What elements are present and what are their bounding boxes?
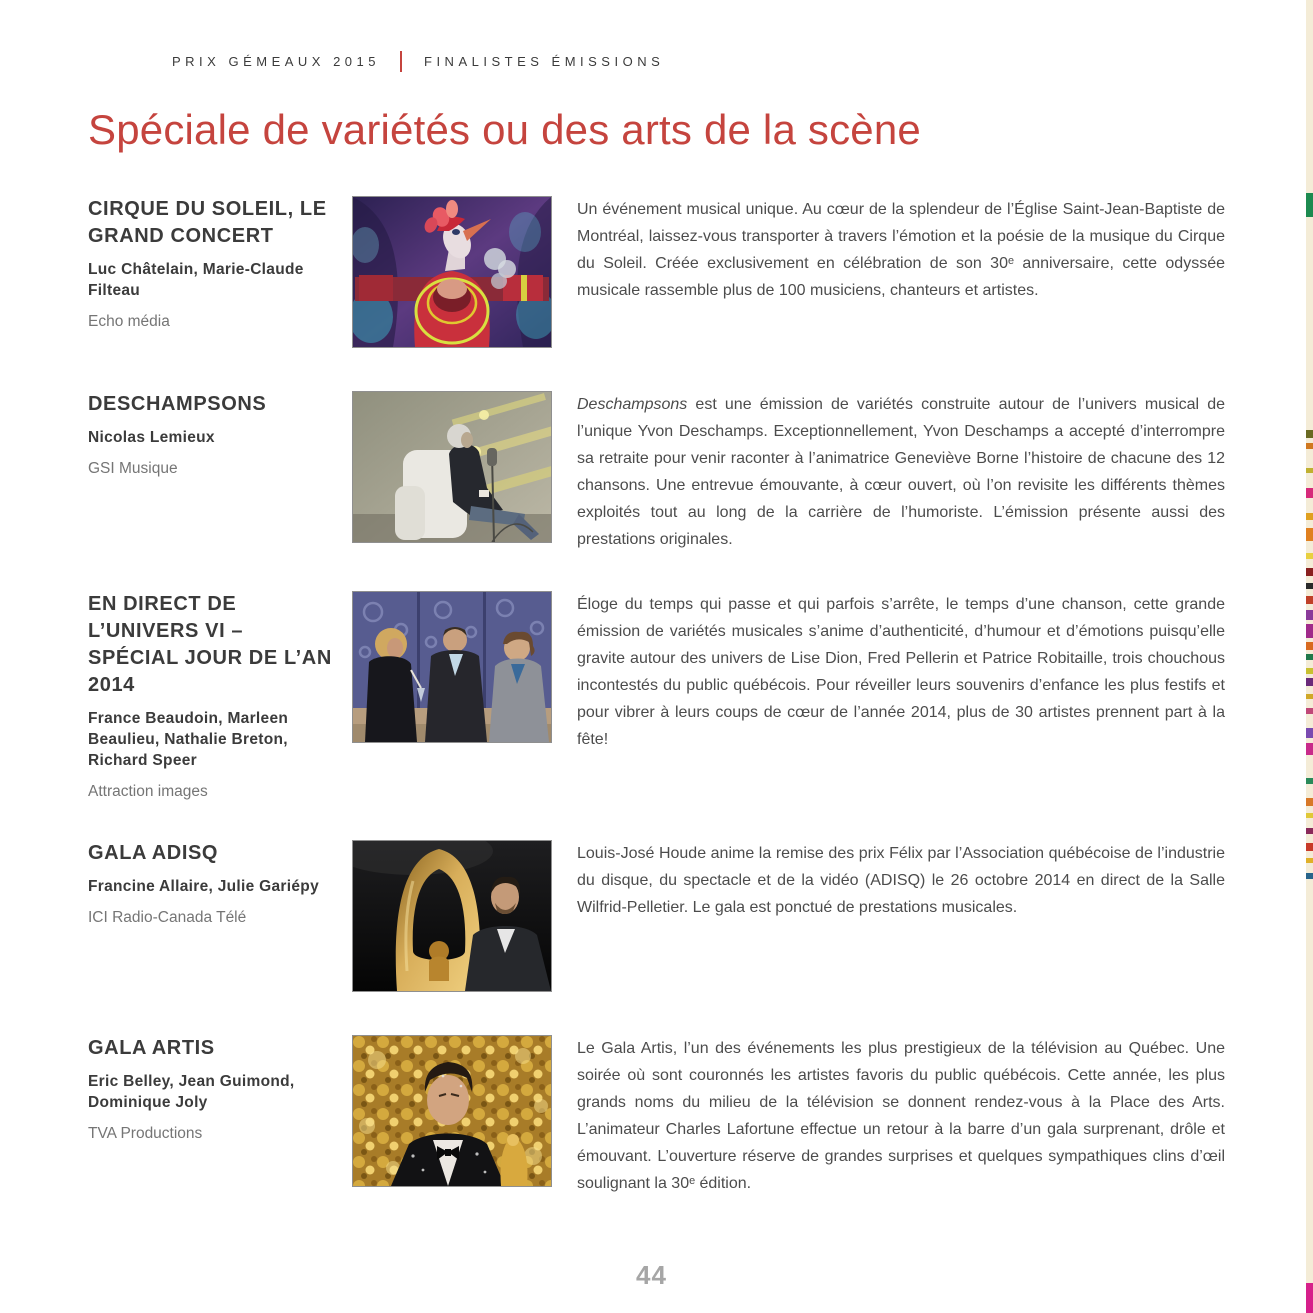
entry-title: DESCHAMPSONS [88, 393, 267, 415]
entry-description: Louis-José Houde anime la remise des prix Félix par l’Association québécoise de l’industrie du disque, du spectacle et de la vidéo (ADISQ) le 26 octobre 2014 en direct de la Salle Wilfrid-Pelletier. Le gala est ponctué de prestations musicales. [577, 845, 1225, 916]
entry-description: Éloge du temps qui passe et qui parfois s’arrête, le temps d’une chanson, cette grande émission de variétés musicales s’anime d’authenticité, d’humour et d’émotions puisqu’elle gravite autour des univers de Lise Dion, Fred Pellerin et Patrice Robitaille, trois chouchous incontestés du public québécois. Pour réveiller leurs souvenirs d’enfance les plus festifs et pour vibrer à leurs coups de cœur de l’année 2014, plus de 30 artistes prennent part à la fête! [577, 596, 1225, 748]
entry-company: Echo média [88, 313, 170, 330]
edge-color-mark [1306, 430, 1313, 438]
edge-color-mark [1306, 596, 1313, 604]
entry-info [88, 840, 352, 928]
edge-color-mark [1306, 1283, 1313, 1313]
edge-color-mark [1306, 488, 1313, 498]
entry-info [88, 591, 352, 802]
edge-color-mark [1306, 528, 1313, 541]
entry-producers: Francine Allaire, Julie Gariépy [88, 878, 319, 895]
entry-info [88, 1035, 352, 1144]
entry-description-lead: Deschampsons [577, 396, 688, 413]
edge-color-mark [1306, 843, 1313, 851]
edge-color-mark [1306, 624, 1313, 638]
photo-gala-artis [352, 1035, 552, 1187]
edge-color-mark [1306, 694, 1313, 699]
page-footer [0, 1260, 1303, 1291]
photo-deschampsons-art [353, 392, 551, 542]
photo-gala-adisq [352, 840, 552, 992]
photo-deschampsons [352, 391, 552, 543]
edge-color-mark [1306, 708, 1313, 714]
edge-color-mark [1306, 778, 1313, 784]
edge-color-mark [1306, 642, 1313, 650]
page-title: Spéciale de variétés ou des arts de la scène [88, 106, 921, 153]
photo-en-direct [352, 591, 552, 743]
header-right-text: FINALISTES ÉMISSIONS [424, 53, 665, 69]
photo-gala-adisq-art [353, 841, 551, 991]
photo-cirque [352, 196, 552, 348]
entry-company: GSI Musique [88, 460, 178, 477]
edge-color-mark [1306, 743, 1313, 755]
entry-producers: Nicolas Lemieux [88, 429, 215, 446]
header-divider [400, 51, 402, 72]
entry-title: CIRQUE DU SOLEIL, LE GRAND CONCERT [88, 198, 327, 247]
running-header [88, 48, 1225, 74]
page-edge-strip [1306, 0, 1313, 1313]
edge-color-mark [1306, 443, 1313, 449]
entry-description: Un événement musical unique. Au cœur de la splendeur de l’Église Saint-Jean-Baptiste de Montréal, laissez-vous transporter à travers l’émotion et la poésie de la musique du Cirque du Soleil. Créée exclusivement en célébration de son 30ᵉ anniversaire, cette odyssée musicale rassemble plus de 100 musiciens, chanteurs et artistes. [577, 201, 1225, 299]
entry-info [88, 196, 352, 332]
edge-color-mark [1306, 798, 1313, 806]
entry-title: EN DIRECT DE L’UNIVERS VI – SPÉCIAL JOUR DE L’AN 2014 [88, 593, 332, 696]
edge-color-mark [1306, 193, 1313, 217]
entry-description: Le Gala Artis, l’un des événements les plus prestigieux de la télévision au Québec. Une soirée où sont couronnés les artistes favoris du public québécois. Cette année, les plus grands noms du milieu de la télévision se donnent rendez-vous à la Place des Arts. L’animateur Charles Lafortune effectue un retour à la barre d’un gala surprenant, drôle et émouvant. L’ouverture réserve de grandes surprises et quelques sympathiques clins d’œil soulignant la 30ᵉ édition. [577, 1040, 1225, 1192]
entry-gala-artis [88, 1035, 1225, 1197]
photo-cirque-art [353, 197, 551, 347]
edge-color-mark [1306, 583, 1313, 589]
edge-color-mark [1306, 610, 1313, 620]
entry-title: GALA ARTIS [88, 1037, 215, 1059]
photo-gala-artis-art [353, 1036, 551, 1186]
entry-producers: Eric Belley, Jean Guimond, Dominique Joly [88, 1073, 295, 1111]
entry-producers: Luc Châtelain, Marie-Claude Filteau [88, 261, 304, 299]
entry-en-direct-de-l-univers [88, 591, 1225, 802]
edge-color-mark [1306, 828, 1313, 834]
edge-color-mark [1306, 678, 1313, 686]
entry-company: ICI Radio-Canada Télé [88, 909, 247, 926]
entry-deschampsons [88, 391, 1225, 553]
entry-info [88, 391, 352, 479]
entry-cirque-du-soleil [88, 196, 1225, 348]
header-left-text: PRIX GÉMEAUX 2015 [172, 53, 380, 69]
edge-color-mark [1306, 728, 1313, 738]
photo-en-direct-art [353, 592, 551, 742]
edge-color-mark [1306, 513, 1313, 520]
edge-color-mark [1306, 858, 1313, 863]
entry-title: GALA ADISQ [88, 842, 219, 864]
edge-color-mark [1306, 568, 1313, 576]
entry-company: TVA Productions [88, 1125, 203, 1142]
edge-color-mark [1306, 553, 1313, 559]
entry-description [577, 391, 1225, 553]
page-number: 44 [636, 1260, 667, 1290]
edge-color-mark [1306, 813, 1313, 818]
entry-company: Attraction images [88, 783, 208, 800]
entry-producers: France Beaudoin, Marleen Beaulieu, Nathalie Breton, Richard Speer [88, 710, 289, 769]
entry-gala-adisq [88, 840, 1225, 992]
edge-color-mark [1306, 873, 1313, 879]
edge-color-mark [1306, 468, 1313, 473]
edge-color-mark [1306, 668, 1313, 674]
edge-color-mark [1306, 654, 1313, 660]
entry-description-body: est une émission de variétés construite autour de l’univers musical de l’unique Yvon Deschamps. Exceptionnellement, Yvon Deschamps a accepté d’interrompre sa retraite pour venir raconter à l’animatrice Geneviève Borne l’histoire de chacune des 12 chansons. Une entrevue émouvante, à cœur ouvert, où l’on revisite les différents thèmes exploités tout au long de la carrière de l’humoriste. L’émission présente aussi des prestations originales. [577, 396, 1225, 548]
